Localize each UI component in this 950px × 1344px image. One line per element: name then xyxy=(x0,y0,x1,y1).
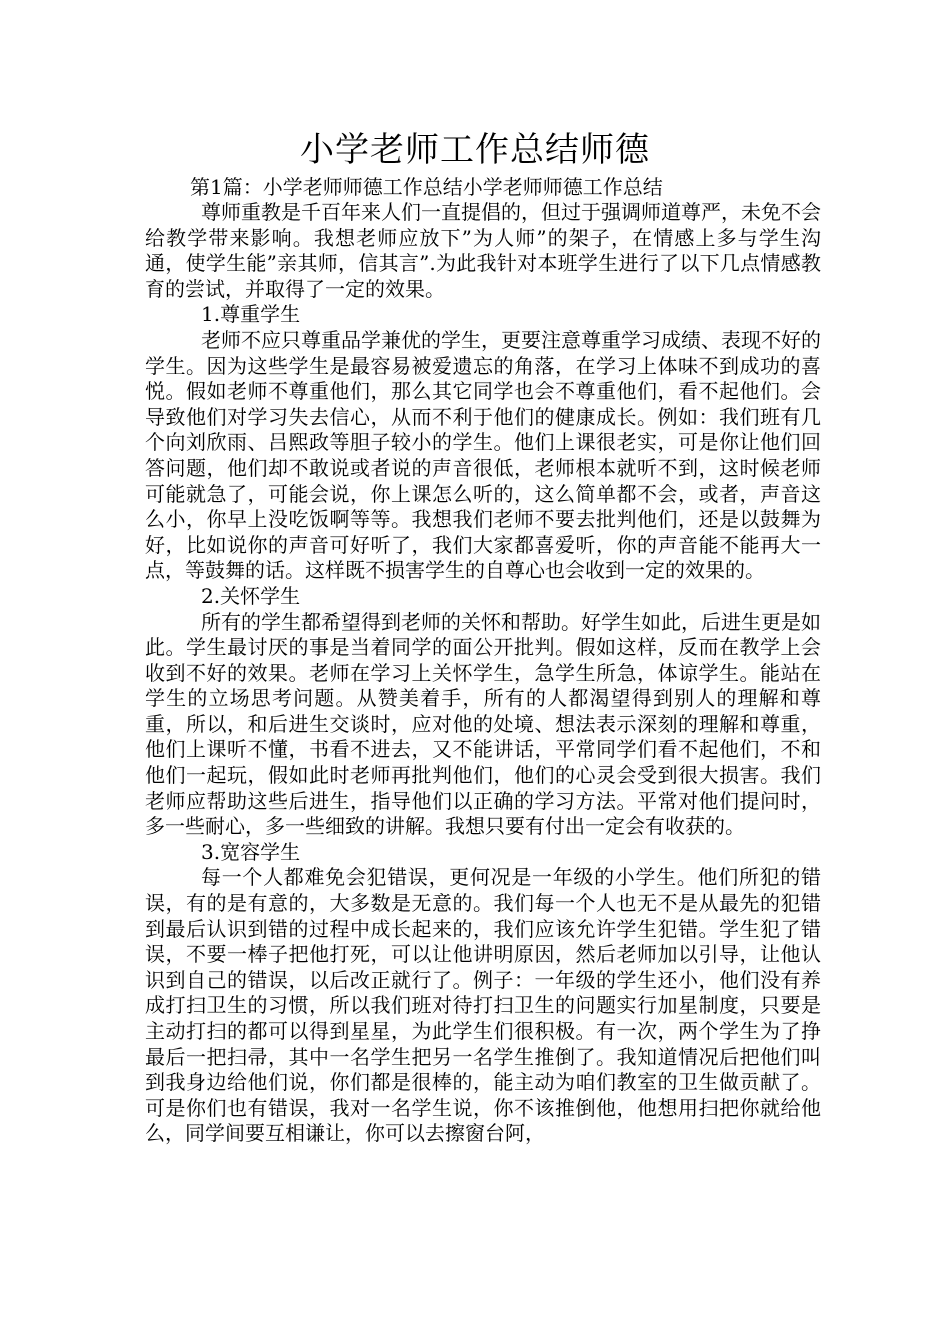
document-title: 小学老师工作总结师德 xyxy=(300,130,650,170)
paragraph-tolerance: 每一个人都难免会犯错误，更何况是一年级的小学生。他们所犯的错误，有的是有意的，大多数是无意的。我们每一个人也无不是从最先的犯错到最后认识到错的过程中成长起来的，我们应该允许学生犯错。学生犯了错误，不要一棒子把他打死，可以让他讲明原因，然后老师加以引导，让他认识到自己的错误，以后改正就行了。例子：一年级的学生还小，他们没有养成打扫卫生的习惯，所以我们班对待打扫卫生的问题实行加星制度，只要是主动打扫的都可以得到星星，为此学生们很积极。有一次，两个学生为了挣最后一把扫帚，其中一名学生把另一名学生推倒了。我知道情况后把他们叫到我身边给他们说，你们都是很棒的，能主动为咱们教室的卫生做贡献了。可是你们也有错误，我对一名学生说，你不该推倒他，他想用扫把你就给他么，同学间要互相谦让，你可以去擦窗台阿， xyxy=(145,865,821,1146)
section-heading-tolerance: 3.宽容学生 xyxy=(201,839,301,864)
paragraph-respect: 老师不应只尊重品学兼优的学生，更要注意尊重学习成绩、表现不好的学生。因为这些学生是最容易被爱遗忘的角落，在学习上体味不到成功的喜悦。假如老师不尊重他们，那么其它同学也会不尊重他们，看不起他们。会导致他们对学习失去信心，从而不利于他们的健康成长。例如：我们班有几个向刘欣雨、吕熙政等胆子较小的学生。他们上课很老实，可是你让他们回答问题，他们却不敢说或者说的声音很低，老师根本就听不到，这时候老师可能就急了，可能会说，你上课怎么听的，这么简单都不会，或者，声音这么小，你早上没吃饭啊等等。我想我们老师不要去批判他们，还是以鼓舞为好，比如说你的声音可好听了，我们大家都喜爱听，你的声音能不能再大一点，等鼓舞的话。这样既不损害学生的自尊心也会收到一定的效果的。 xyxy=(145,327,821,583)
document-subtitle: 第1篇：小学老师师德工作总结小学老师师德工作总结 xyxy=(190,175,663,199)
section-heading-respect: 1.尊重学生 xyxy=(201,302,301,327)
paragraph-care: 所有的学生都希望得到老师的关怀和帮助。好学生如此，后进生更是如此。学生最讨厌的事是当着同学的面公开批判。假如这样，反而在教学上会收到不好的效果。老师在学习上关怀学生，急学生所急，体谅学生。能站在学生的立场思考问题。从赞美着手，所有的人都渴望得到别人的理解和尊重，所以，和后进生交谈时，应对他的处境、想法表示深刻的理解和尊重，他们上课听不懂，书看不进去，又不能讲话，平常同学们看不起他们，不和他们一起玩，假如此时老师再批判他们，他们的心灵会受到很大损害。我们老师应帮助这些后进生，指导他们以正确的学习方法。平常对他们提问时，多一些耐心，多一些细致的讲解。我想只要有付出一定会有收获的。 xyxy=(145,609,821,839)
document-body xyxy=(145,200,821,1147)
section-heading-care: 2.关怀学生 xyxy=(201,583,301,608)
paragraph-intro: 尊师重教是千百年来人们一直提倡的，但过于强调师道尊严，未免不会给教学带来影响。我想老师应放下”为人师”的架子，在情感上多与学生沟通，使学生能”亲其师，信其言”.为此我针对本班学生进行了以下几点情感教育的尝试，并取得了一定的效果。 xyxy=(145,200,821,301)
